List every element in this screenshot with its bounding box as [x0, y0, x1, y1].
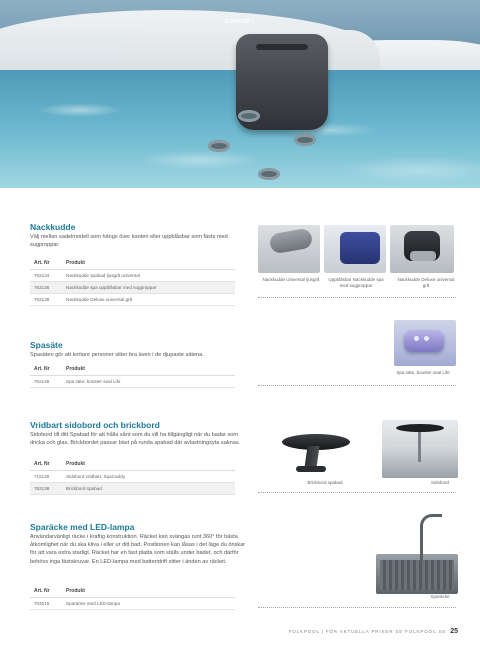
jet-icon [258, 168, 280, 180]
pillow-base [410, 251, 436, 261]
table-row [30, 282, 235, 294]
col-header-artnr: Art. Nr [30, 257, 62, 270]
hero-photo [0, 0, 480, 188]
product-photo-sidobord [382, 420, 458, 478]
divider [258, 492, 456, 493]
rail-bar [420, 514, 442, 562]
product-photo-spasate [394, 320, 456, 366]
caption-nackkudde-deluxe: Nackkudde Deluxe universal grå [397, 277, 455, 288]
table-header [30, 585, 235, 598]
cell-artnr: 704015 [30, 598, 62, 610]
table-top [396, 424, 444, 432]
caption-nackkudde-universal: Nackkudde Universal ljusgrå [262, 277, 320, 282]
col-header-produkt: Produkt [62, 257, 235, 270]
tray-stem [304, 446, 319, 468]
cell-produkt: Nackkudde spabad ljusgrå universal [62, 270, 235, 282]
table-pole [418, 430, 421, 462]
divider [258, 607, 456, 608]
footer-text: FOLKPOOL | FÖR AKTUELLA PRISER SE FOLKPOOL.SE [288, 629, 447, 634]
seat-dot [414, 336, 419, 341]
pillow-handle [256, 44, 308, 50]
table-row [30, 598, 235, 610]
section-desc-sparacke: Användarvänligt räcke i kraftig konstruktion. Räcket kan svängas runt 360° för bästa åtkomlighet när du ska kliva i eller ur ditt bad. Positionen kan låsas i det läge du önskar för att vara extra stadigt. Räcket har en fast platta som ställs under badet, och därför behövs inga fästskruvar. En LED-lampa med batteridrift sitter i änden av räcket. [30, 534, 246, 565]
col-header-artnr: Art. Nr [30, 458, 62, 471]
cell-produkt: Sparäcke med LED-lampa [62, 598, 235, 610]
jet-icon [238, 110, 260, 122]
cell-produkt: Sidobord vridbart, SpaCaddy [62, 471, 235, 483]
jet-icon [294, 134, 316, 146]
section-title-sidobord: Vridbart sidobord och brickbord [30, 420, 160, 430]
section-desc-spasate: Spasäten gör att kortare personer sitter bra även i de djupaste sätena. [30, 352, 204, 358]
caption-spasate: Spa säte, booster seal Life [396, 370, 450, 375]
table-row [30, 376, 235, 388]
table-row [30, 483, 235, 495]
section-desc-sidobord: Sidobord till ditt Spabad för att hålla sånt som du vill ha tillgängligt när du badar som dricka och glas. Brickbordet passar bäst på runda spabad där avlastningsyta saknas. [30, 432, 241, 447]
divider [258, 297, 456, 298]
product-photo-nackkudde-universal [258, 225, 320, 273]
col-header-produkt: Produkt [62, 458, 235, 471]
col-header-produkt: Produkt [62, 585, 235, 598]
caption-sidobord: Sidobord [430, 480, 449, 485]
product-photo-nackkudde-deluxe [390, 225, 454, 273]
page-footer [289, 628, 458, 635]
cell-produkt: Brickbord spabad [62, 483, 235, 495]
caption-nackkudde-uppblasbar: Uppblåsbar Nackkudde spa med sugproppar [328, 277, 384, 288]
hero-tag: KOMFORT [225, 19, 255, 25]
product-photo-sparacke [376, 510, 460, 594]
product-photo-nackkudde-uppblasbar [324, 225, 386, 273]
table-row [30, 270, 235, 282]
cell-produkt: Nackkudde spa uppblåsbar med sugproppar [62, 282, 235, 294]
cell-artnr: 762139 [30, 294, 62, 306]
section-title-sparacke: Sparäcke med LED-lampa [30, 522, 135, 532]
table-row [30, 294, 235, 306]
tray-base [296, 466, 326, 472]
table-header [30, 257, 235, 270]
table-header [30, 458, 235, 471]
page-number: 25 [450, 628, 458, 635]
section-title-nackkudde: Nackkudde [30, 222, 76, 232]
seat-shape [404, 330, 444, 352]
jet-icon [208, 140, 230, 152]
seat-dot [424, 336, 429, 341]
cell-artnr: 715120 [30, 471, 62, 483]
cell-produkt: Nackkudde Deluxe universal grå [62, 294, 235, 306]
section-desc-nackkudde: Välj mellan sadelmodell som hängs över kanten eller uppblåsbar som fästs med sugproppar. [30, 234, 228, 249]
col-header-artnr: Art. Nr [30, 585, 62, 598]
article-table-nackkudde [30, 257, 235, 306]
cell-produkt: Spa säte, booster seal Life [62, 376, 235, 388]
cell-artnr: 762136 [30, 282, 62, 294]
product-photo-brickbord [278, 430, 354, 476]
divider [258, 385, 456, 386]
section-title-spasate: Spasäte [30, 340, 63, 350]
article-table-sparacke [30, 585, 235, 610]
pillow-shape [340, 232, 380, 264]
cell-artnr: 762146 [30, 376, 62, 388]
caption-sparacke: Sparäcke [430, 594, 450, 599]
table-header [30, 363, 235, 376]
spa-panel [380, 560, 454, 590]
cell-artnr: 762138 [30, 483, 62, 495]
pillow-shape [269, 228, 314, 255]
article-table-spasate [30, 363, 235, 388]
article-table-sidobord [30, 458, 235, 495]
cell-artnr: 762134 [30, 270, 62, 282]
col-header-artnr: Art. Nr [30, 363, 62, 376]
col-header-produkt: Produkt [62, 363, 235, 376]
table-row [30, 471, 235, 483]
caption-brickbord: Brickbord spabad [307, 480, 343, 485]
